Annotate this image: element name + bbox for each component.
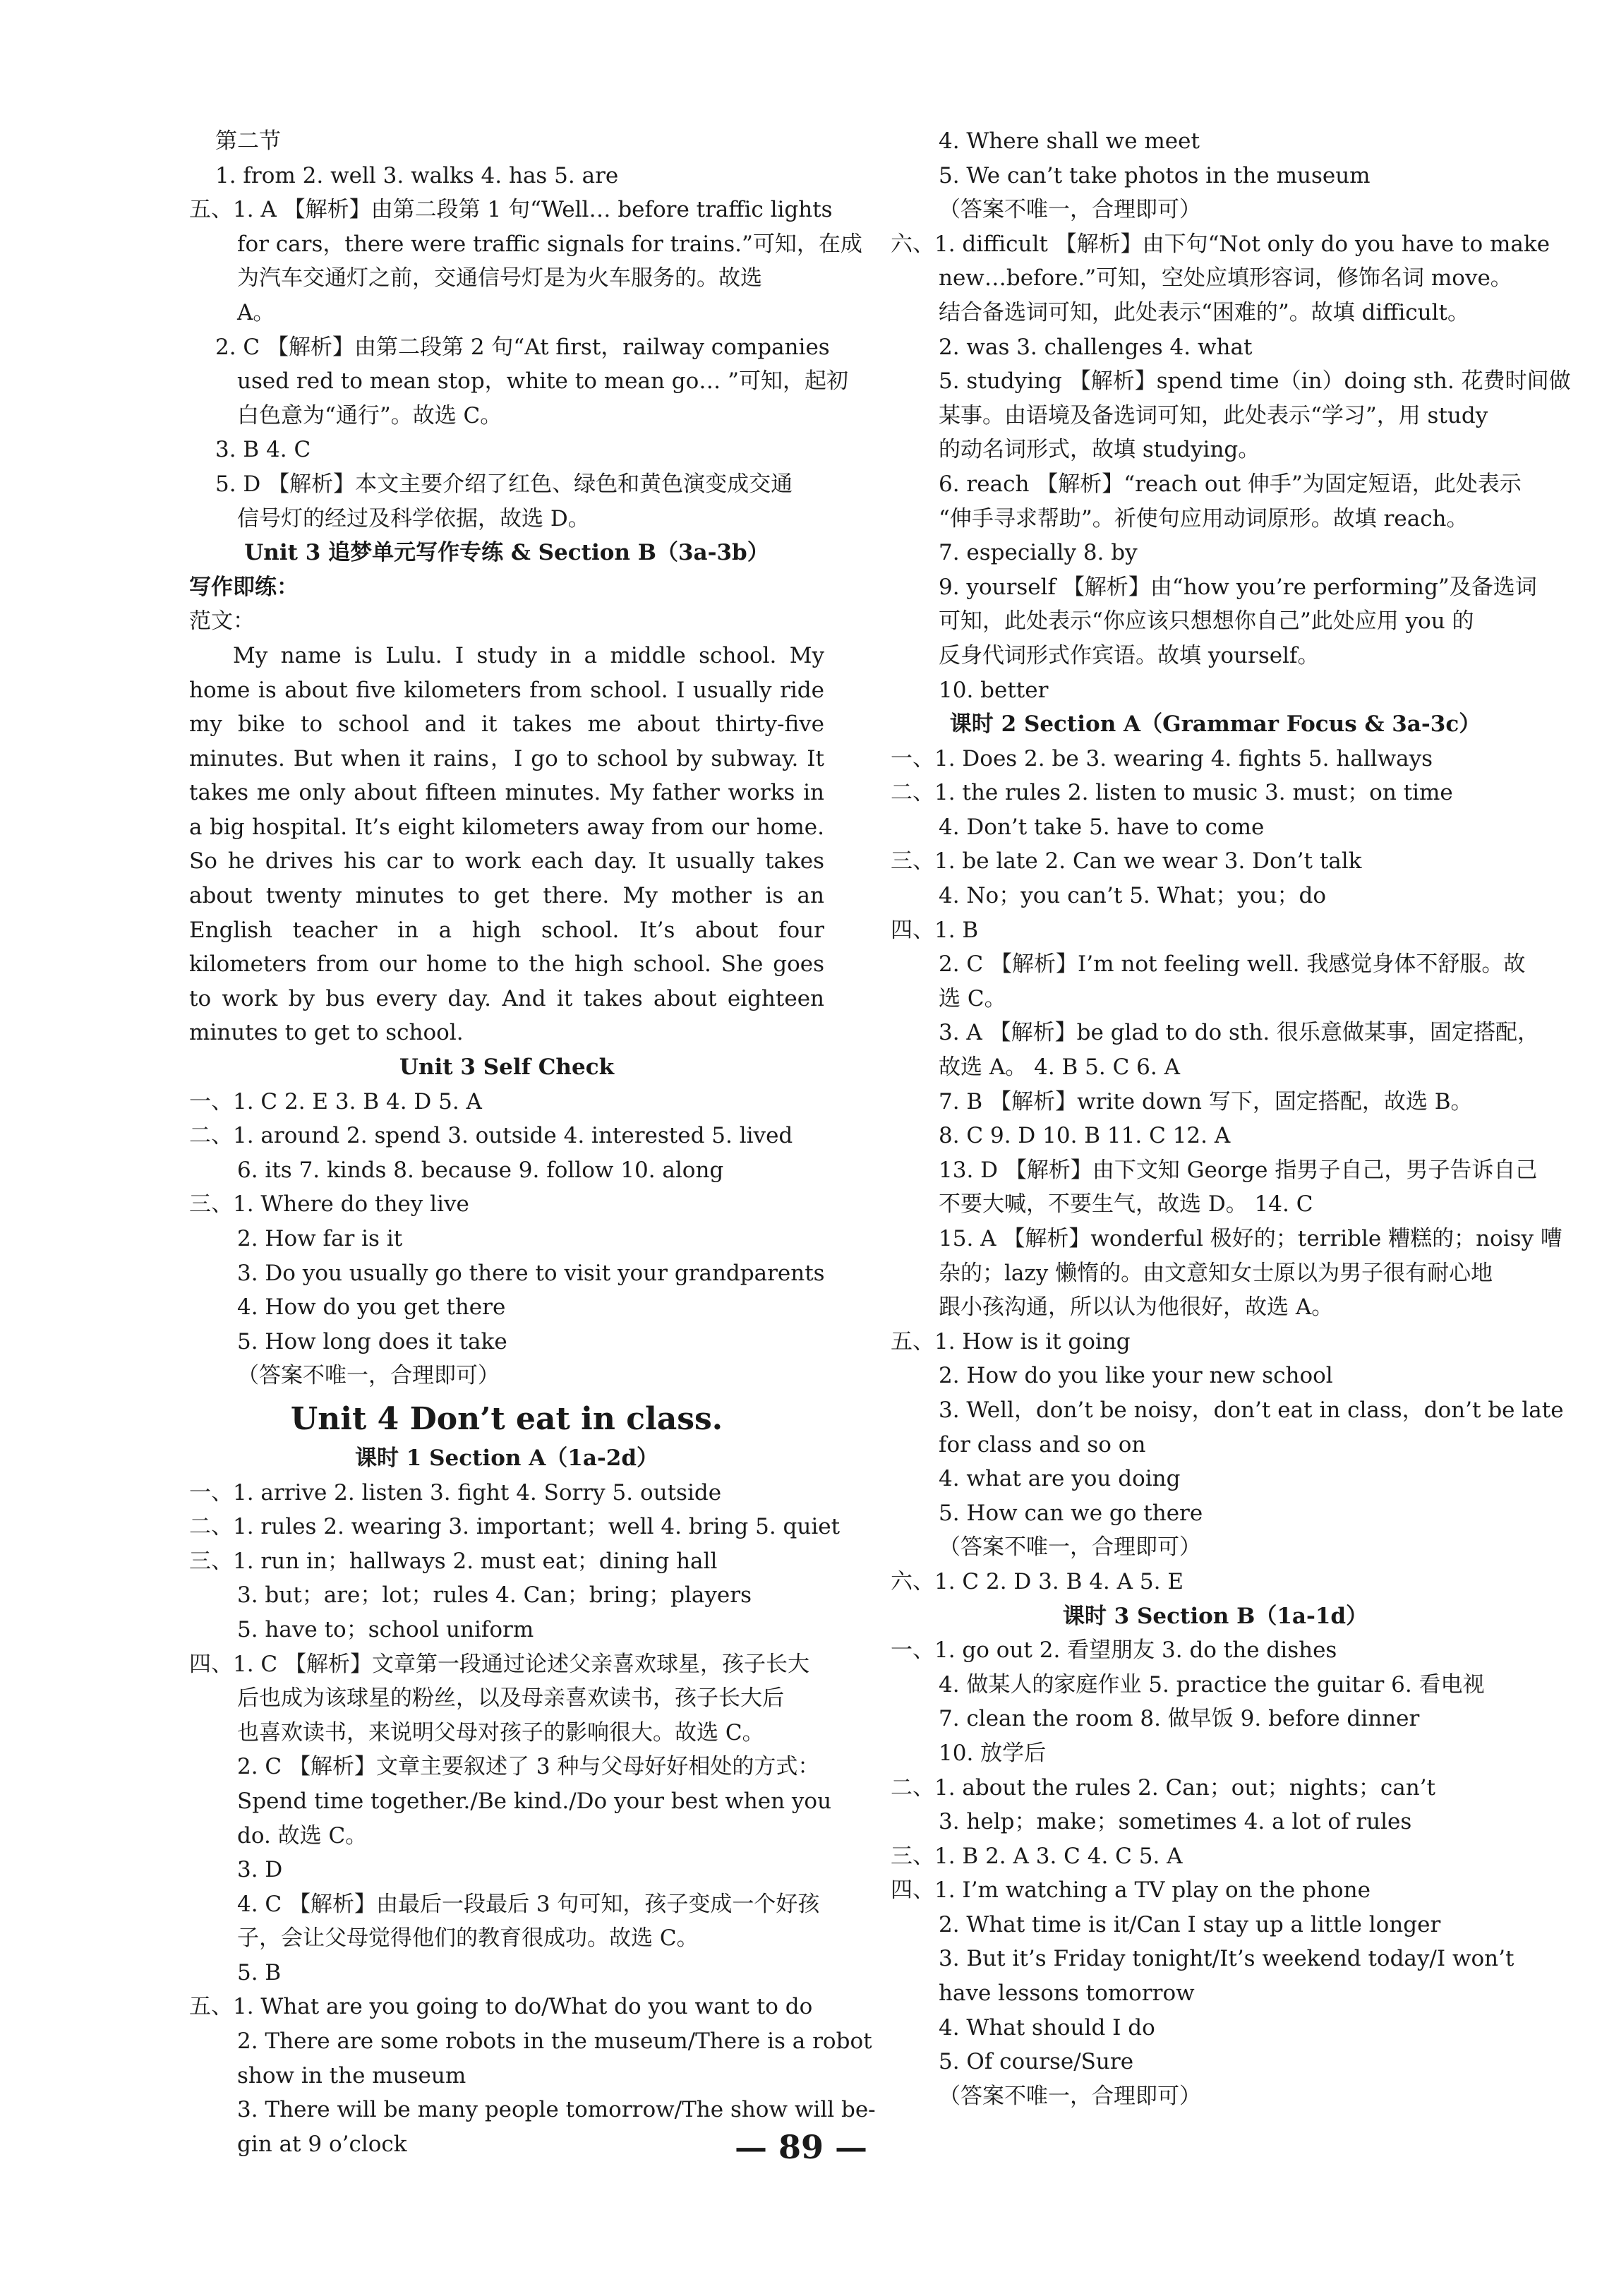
answer-line: 不要大喊，不要生气，故选 D。 14. C <box>939 1191 1313 1218</box>
answer-line: 4. How do you get there <box>237 1294 506 1321</box>
answer-line: 5. B <box>237 1959 282 1985</box>
answer-line: 5. How can we go there <box>939 1500 1203 1526</box>
answer-line: 五、1. How is it going <box>891 1328 1131 1354</box>
answer-line: 三、1. B 2. A 3. C 4. C 5. A <box>891 1843 1183 1869</box>
answer-line: 二、1. around 2. spend 3. outside 4. interested 5. lived <box>189 1123 793 1149</box>
answer-line: 二、1. about the rules 2. Can；out；nights；can’t <box>891 1774 1435 1801</box>
answer-line: for class and so on <box>939 1431 1146 1457</box>
answer-line: 15. A 【解析】wonderful 极好的；terrible 糟糕的；noisy 嘈 <box>939 1226 1562 1251</box>
answer-line: 10. 放学后 <box>939 1740 1047 1766</box>
answer-line: 结合备选词可知，此处表示“困难的”。故填 difficult。 <box>939 299 1469 325</box>
answer-line: 2. C 【解析】文章主要叙述了 3 种与父母好好相处的方式： <box>237 1754 820 1780</box>
answer-line: 二、1. rules 2. wearing 3. important；well 4. bring 5. quiet <box>189 1514 841 1540</box>
answer-line: 3. D <box>237 1857 283 1883</box>
answer-line: （答案不唯一，合理即可） <box>939 2083 1201 2109</box>
section-heading: 课时 1 Section A（1a-2d） <box>354 1445 659 1471</box>
answer-line: 写作即练： <box>189 574 299 600</box>
answer-line: 二、1. the rules 2. listen to music 3. must；on time <box>891 780 1453 806</box>
answer-line: 为汽车交通灯之前，交通信号灯是为火车服务的。故选 <box>237 265 762 291</box>
answer-line: 3. But it’s Friday tonight/It’s weekend today/I won’t <box>939 1946 1514 1972</box>
answer-line: have lessons tomorrow <box>939 1981 1195 2007</box>
answer-line: 4. what are you doing <box>939 1466 1181 1492</box>
answer-line: 4. Don’t take 5. have to come <box>939 814 1265 840</box>
answer-line: 2. There are some robots in the museum/There is a robot <box>237 2028 872 2055</box>
answer-line: 信号灯的经过及科学依据，故选 D。 <box>237 505 590 531</box>
section-heading: Unit 3 Self Check <box>399 1054 615 1081</box>
answer-line: 4. C 【解析】由最后一段最后 3 句可知，孩子变成一个好孩 <box>237 1891 820 1917</box>
answer-line: 2. How far is it <box>237 1226 403 1251</box>
answer-line: 子，会让父母觉得他们的教育很成功。故选 C。 <box>237 1925 699 1952</box>
answer-line: 3. B 4. C <box>215 437 311 463</box>
answer-line: 4. What should I do <box>939 2014 1155 2040</box>
answer-line: show in the museum <box>237 2062 466 2088</box>
answer-line: new…before.”可知，空处应填形容词，修饰名词 move。 <box>939 265 1512 291</box>
answer-line: 6. its 7. kinds 8. because 9. follow 10. along <box>237 1157 724 1183</box>
answer-line: 一、1. C 2. E 3. B 4. D 5. A <box>189 1088 482 1114</box>
answer-line: 5. studying 【解析】spend time（in）doing sth. 花费时间做 <box>939 368 1571 395</box>
answer-line: 1. from 2. well 3. walks 4. has 5. are <box>215 162 619 188</box>
answer-line: 的动名词形式，故填 studying。 <box>939 437 1260 463</box>
answer-line: A。 <box>237 299 275 325</box>
answer-line: 4. 做某人的家庭作业 5. practice the guitar 6. 看电视 <box>939 1671 1485 1697</box>
answer-line: 三、1. be late 2. Can we wear 3. Don’t talk <box>891 848 1362 874</box>
answer-line: do. 故选 C。 <box>237 1822 368 1849</box>
answer-line: 3. help；make；sometimes 4. a lot of rules <box>939 1809 1412 1835</box>
answer-line: 五、1. A 【解析】由第二段第 1 句“Well… before traffic lights <box>189 197 833 223</box>
answer-line: 跟小孩沟通，所以认为他很好，故选 A。 <box>939 1294 1334 1321</box>
section-heading: 课时 3 Section B（1a-1d） <box>1062 1603 1368 1629</box>
answer-line: 三、1. run in；hallways 2. must eat；dining hall <box>189 1548 718 1574</box>
answer-line: 9. yourself 【解析】由“how you’re performing”及备选词 <box>939 574 1537 600</box>
answer-line: 2. How do you like your new school <box>939 1363 1333 1389</box>
answer-line: 5. have to；school uniform <box>237 1616 534 1642</box>
answer-line: 第二节 <box>215 128 281 154</box>
answer-line: 2. What time is it/Can I stay up a little longer <box>939 1911 1441 1937</box>
answer-line: 六、1. difficult 【解析】由下句“Not only do you have to make <box>891 231 1550 257</box>
answer-line: （答案不唯一，合理即可） <box>939 1534 1201 1561</box>
answer-line: 13. D 【解析】由下文知 George 指男子自己，男子告诉自己 <box>939 1157 1538 1183</box>
answer-line: 6. reach 【解析】“reach out 伸手”为固定短语，此处表示 <box>939 471 1522 497</box>
answer-line: 白色意为“通行”。故选 C。 <box>237 402 502 428</box>
answer-line: 也喜欢读书，来说明父母对孩子的影响很大。故选 C。 <box>237 1719 764 1745</box>
answer-line: 2. C 【解析】I’m not feeling well. 我感觉身体不舒服。故 <box>939 951 1526 978</box>
answer-line: 5. D 【解析】本文主要介绍了红色、绿色和黄色演变成交通 <box>215 471 793 497</box>
answer-line: 3. A 【解析】be glad to do sth. 很乐意做某事，固定搭配， <box>939 1020 1540 1046</box>
answer-line: 选 C。 <box>939 985 1006 1011</box>
answer-line: 4. Where shall we meet <box>939 128 1200 154</box>
answer-line: 7. B 【解析】write down 写下，固定搭配，故选 B。 <box>939 1088 1473 1114</box>
left-answers-block-1 <box>189 124 862 639</box>
answer-line: 某事。由语境及备选词可知，此处表示“学习”，用 study <box>939 402 1488 428</box>
left-column <box>189 124 876 2161</box>
unit4-title: Unit 4 Don’t eat in class. <box>290 1400 723 1437</box>
left-answers-block-3 <box>189 1441 876 2161</box>
answer-line: 可知，此处表示“你应该只想想你自己”此处应用 you 的 <box>939 608 1474 635</box>
answer-line: 10. better <box>939 677 1049 703</box>
answer-line: 一、1. Does 2. be 3. wearing 4. fights 5. hallways <box>891 745 1433 771</box>
answer-line: 六、1. C 2. D 3. B 4. A 5. E <box>891 1568 1184 1594</box>
model-essay: My name is Lulu. I study in a middle school. My home is about five kilometers from school. I usually ride my bike to school and it takes me about thirty-five minutes. But when it rains，I go to school by subway. It takes me only about fifteen minutes. My father works in a big hospital. It’s eight kilometers away from our home. So he drives his car to work each day. It usually takes about twenty minutes to get there. My mother is an English teacher in a high school. It’s about four kilometers from our home to the high school. She goes to work by bus every day. And it takes about eighteen minutes to get to school. <box>189 642 824 1046</box>
answer-line: 3. Do you usually go there to visit your grandparents <box>237 1260 825 1286</box>
answer-line: 五、1. What are you going to do/What do you want to do <box>189 1994 813 2020</box>
answer-line: 8. C 9. D 10. B 11. C 12. A <box>939 1123 1231 1149</box>
left-answers-block-2 <box>189 1050 824 1393</box>
answer-line: gin at 9 o’clock <box>237 2131 407 2157</box>
answer-line: 范文： <box>189 608 255 635</box>
answer-line: 7. clean the room 8. 做早饭 9. before dinner <box>939 1706 1420 1732</box>
answer-line: 三、1. Where do they live <box>189 1191 469 1218</box>
answer-line: 四、1. I’m watching a TV play on the phone <box>891 1877 1371 1904</box>
answer-line: （答案不唯一，合理即可） <box>237 1363 500 1389</box>
section-heading: Unit 3 追梦单元写作专练 & Section B（3a-3b） <box>244 540 769 566</box>
answer-line: 4. No；you can’t 5. What；you；do <box>939 883 1327 909</box>
answer-line: 3. There will be many people tomorrow/The show will be- <box>237 2097 876 2123</box>
answer-line: 5. How long does it take <box>237 1328 507 1354</box>
answer-line: 2. was 3. challenges 4. what <box>939 334 1253 360</box>
answer-line: 5. We can’t take photos in the museum <box>939 162 1371 188</box>
answer-line: used red to mean stop，white to mean go… ”可知，起初 <box>237 368 848 395</box>
right-answers-block <box>891 124 1571 2113</box>
answer-line: 反身代词形式作宾语。故填 yourself。 <box>939 642 1320 668</box>
answer-line: （答案不唯一，合理即可） <box>939 197 1201 223</box>
answer-line: for cars，there were traffic signals for trains.”可知，在成 <box>237 231 862 257</box>
answer-line: 3. but；are；lot；rules 4. Can；bring；players <box>237 1582 752 1609</box>
answer-line: 后也成为该球星的粉丝，以及母亲喜欢读书，孩子长大后 <box>237 1685 784 1712</box>
answer-line: 一、1. go out 2. 看望朋友 3. do the dishes <box>891 1637 1337 1664</box>
page-number: — 89 — <box>734 2128 868 2166</box>
answer-line: 5. Of course/Sure <box>939 2049 1134 2075</box>
answer-line: 3. Well，don’t be noisy，don’t eat in class，don’t be late <box>939 1397 1564 1423</box>
answer-line: 四、1. C 【解析】文章第一段通过论述父亲喜欢球星，孩子长大 <box>189 1651 810 1677</box>
answer-line: 2. C 【解析】由第二段第 2 句“At first，railway companies <box>215 334 830 360</box>
answer-line: 一、1. arrive 2. listen 3. fight 4. Sorry 5. outside <box>189 1479 722 1505</box>
right-column <box>891 124 1571 2113</box>
section-heading: 课时 2 Section A（Grammar Focus & 3a-3c） <box>949 711 1481 738</box>
answer-line: 7. especially 8. by <box>939 540 1138 566</box>
answer-line: Spend time together./Be kind./Do your best when you <box>237 1788 832 1814</box>
answer-line: “伸手寻求帮助”。祈使句应用动词原形。故填 reach。 <box>939 505 1469 531</box>
answer-line: 四、1. B <box>891 917 979 943</box>
answer-line: 故选 A。 4. B 5. C 6. A <box>939 1054 1180 1081</box>
answer-line: 杂的；lazy 懒惰的。由文意知女士原以为男子很有耐心地 <box>939 1260 1493 1286</box>
